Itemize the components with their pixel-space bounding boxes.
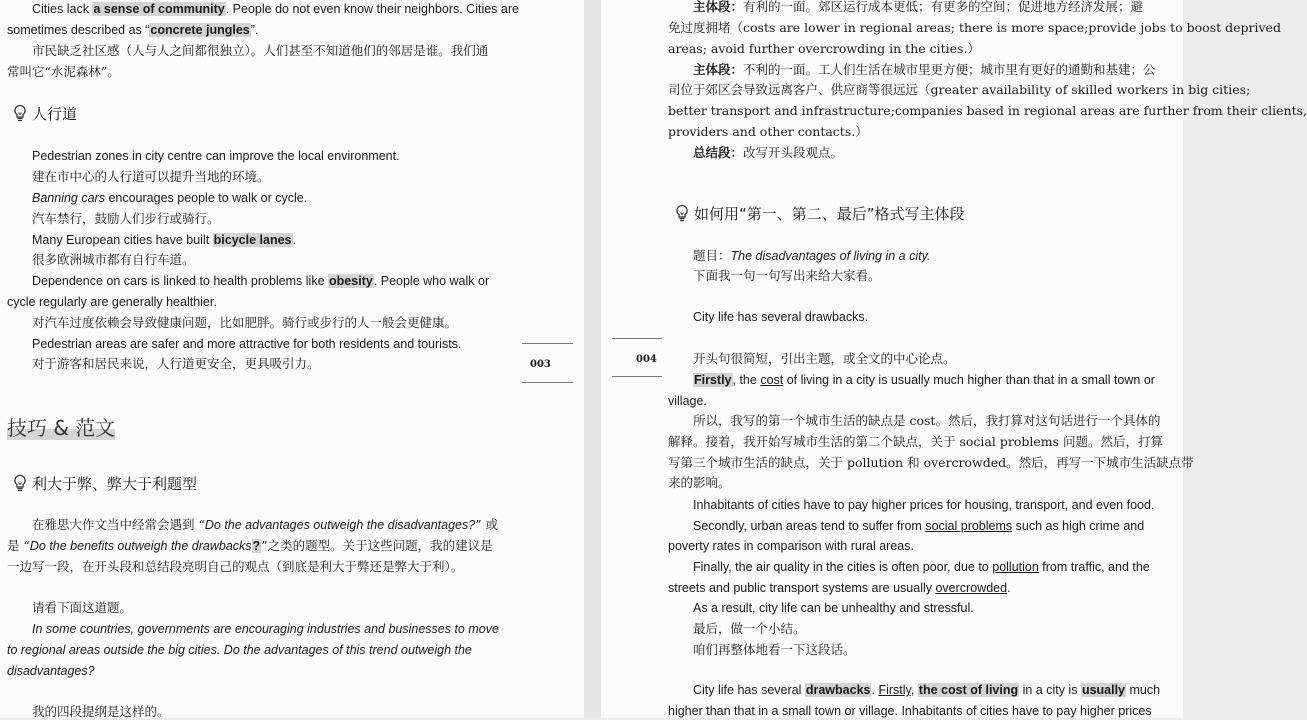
see-topic: 请看下面这道题。: [32, 600, 133, 615]
topic-line-3: disadvantages?: [7, 664, 95, 678]
left-page: [0, 0, 584, 718]
page-number: 004: [636, 354, 657, 365]
final-paragraph-line-2: higher than that in a small town or village. Inhabitants of cities have to pay higher prices: [668, 704, 1152, 718]
pedestrian-line-4a: Dependence on cars is linked to health problems like obesity. People who walk or: [32, 274, 490, 288]
pedestrian-translation-3: 很多欧洲城市都有自行车道。: [32, 252, 195, 267]
right-page: [601, 0, 1307, 718]
topic-line-1: In some countries, governments are encouraging industries and businesses to move: [32, 622, 499, 636]
page-number: 003: [530, 359, 551, 370]
heading-how-to: 如何用“第一、第二、最后”格式写主体段: [674, 204, 965, 224]
page-number-rule-top: [612, 338, 662, 339]
body-para-2-line-3: better transport and infrastructure;companies based in regional areas are further from their clients,: [668, 103, 1307, 118]
pedestrian-line-4b: cycle regularly are generally healthier.: [7, 295, 217, 309]
section-title: 技巧 & 范文: [7, 416, 116, 440]
body-para-2-line-1: 主体段：不利的一面。工人们生活在城市里更方便；城市里有更好的通勤和基建；公: [693, 62, 1156, 77]
secondly-line-1: Secondly, urban areas tend to suffer from social problems such as high crime and: [693, 519, 1145, 533]
explanation-line-3: 写第三个城市生活的缺点，关于 pollution 和 overcrowded。然后，再写一下城市生活缺点带: [668, 455, 1194, 470]
community-translation-2: 常叫它“水泥森林”。: [7, 64, 120, 79]
conclusion-para: 总结段：改写开头段观点。: [693, 145, 844, 160]
community-line-2: sometimes described as “concrete jungles”.: [7, 23, 259, 37]
community-translation-1: 市民缺乏社区感（人与人之间都很独立）。人们甚至不知道他们的邻居是谁。我们通: [32, 43, 489, 58]
lightbulb-icon: [12, 104, 28, 122]
community-line-1: Cities lack a sense of community. People do not even know their neighbors. Cities are: [32, 2, 519, 16]
topic-line-2: to regional areas outside the big cities. Do the advantages of this trend outweigh the: [7, 643, 472, 657]
pedestrian-translation-1: 建在市中心的人行道可以提升当地的环境。: [32, 169, 270, 184]
body-para-2-line-4: providers and other contacts.）: [668, 124, 868, 139]
heading-advantages: 利大于弊、弊大于利题型: [12, 474, 197, 494]
firstly-line-1: Firstly, the cost of living in a city is usually much higher than that in a small town or: [694, 373, 1155, 387]
heading-pedestrian: 人行道: [12, 104, 77, 124]
essay-title: 题目：The disadvantages of living in a city.: [693, 248, 931, 263]
question-type-line-2: 是 “Do the benefits outweigh the drawbacks?”之类的题型。关于这些问题，我的建议是: [7, 538, 493, 553]
pedestrian-line-2: Banning cars encourages people to walk or cycle.: [32, 191, 308, 205]
pedestrian-translation-4: 对汽车过度依赖会导致健康问题，比如肥胖。骑行或步行的人一般会更健康。: [32, 315, 458, 330]
page-number-rule-bottom: [612, 376, 662, 377]
book-gutter: [584, 0, 601, 718]
secondly-line-2: poverty rates in comparison with rural areas.: [668, 539, 914, 553]
firstly-line-2: village.: [668, 394, 707, 408]
topic-sentence: City life has several drawbacks.: [693, 310, 869, 324]
body-para-1-line-1: 主体段：有利的一面。郊区运行成本更低；有更多的空间；促进地方经济发展；避: [693, 0, 1144, 14]
inhabitants-line: Inhabitants of cities have to pay higher prices for housing, transport, and even food.: [693, 498, 1155, 512]
question-type-line-3: 一边写一段，在开头段和总结段亮明自己的观点（到底是利大于弊还是弊大于利）。: [7, 559, 464, 574]
pedestrian-line-5: Pedestrian areas are safer and more attractive for both residents and tourists.: [32, 337, 462, 351]
whole-note: 咱们再整体地看一下这段话。: [693, 642, 856, 657]
opening-note: 开头句很简短，引出主题，或全文的中心论点。: [693, 351, 956, 366]
body-para-1-line-3: areas; avoid further overcrowding in the cities.）: [668, 41, 980, 56]
pedestrian-translation-2: 汽车禁行，鼓励人们步行或骑行。: [32, 211, 220, 226]
page-number-rule-top: [522, 343, 573, 344]
finally-line-1: Finally, the air quality in the cities is often poor, due to pollution from traffic, and the: [693, 560, 1150, 574]
result-line: As a result, city life can be unhealthy and stressful.: [693, 601, 974, 615]
pedestrian-line-1: Pedestrian zones in city centre can improve the local environment.: [32, 149, 400, 163]
body-para-1-line-2: 免过度拥堵（costs are lower in regional areas; there is more space;provide jobs to boost deprived: [668, 20, 1281, 35]
summary-note: 最后，做一个小结。: [693, 621, 806, 636]
lightbulb-icon: [674, 204, 690, 222]
page-number-rule-bottom: [522, 382, 573, 383]
essay-intro: 下面我一句一句写出来给大家看。: [693, 268, 881, 283]
pedestrian-translation-5: 对于游客和居民来说，人行道更安全，更具吸引力。: [32, 356, 320, 371]
final-paragraph-line-1: City life has several drawbacks. Firstly, the cost of living in a city is usually much: [693, 683, 1161, 697]
question-type-line-1: 在雅思大作文当中经常会遇到 “Do the advantages outweigh the disadvantages?” 或: [32, 517, 499, 532]
explanation-line-1: 所以，我写的第一个城市生活的缺点是 cost。然后，我打算对这句话进行一个具体的: [693, 413, 1161, 428]
finally-line-2: streets and public transport systems are usually overcrowded.: [668, 581, 1011, 595]
explanation-line-4: 来的影响。: [668, 475, 731, 490]
outline-intro: 我的四段提纲是这样的。: [32, 704, 170, 719]
lightbulb-icon: [12, 474, 28, 492]
body-para-2-line-2: 司位于郊区会导致远离客户、供应商等很远远（greater availability of skilled workers in big cities;: [668, 82, 1251, 97]
explanation-line-2: 解释。接着，我开始写城市生活的第二个缺点，关于 social problems 问题。然后，打算: [668, 434, 1163, 449]
pedestrian-line-3: Many European cities have built bicycle lanes.: [32, 233, 296, 247]
